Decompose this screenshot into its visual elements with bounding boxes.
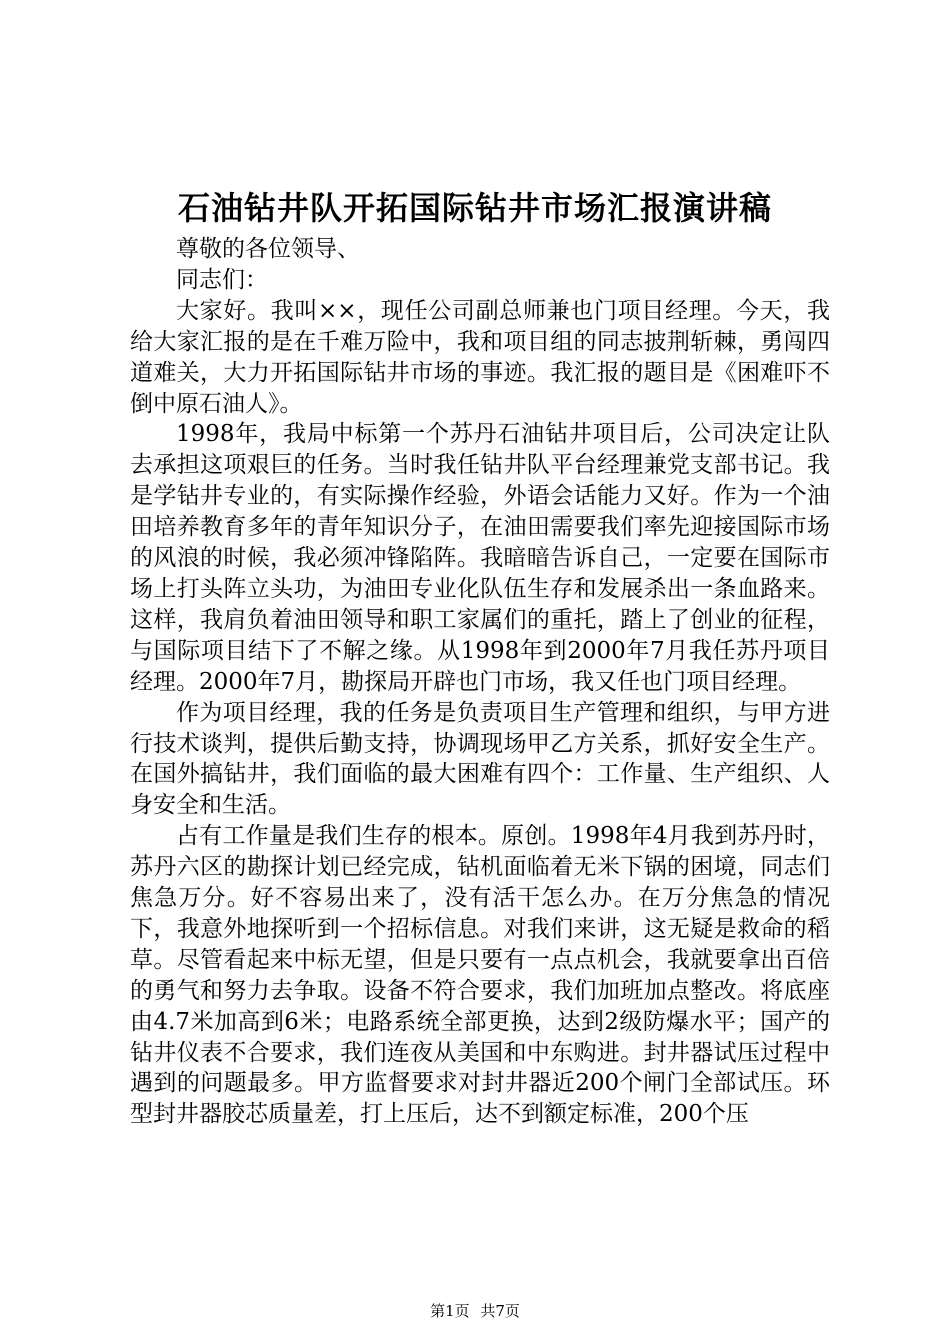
paragraph-project-manager: 作为项目经理，我的任务是负责项目生产管理和组织，与甲方进行技术谈判，提供后勤支持，协调现场甲乙方关系，抓好安全生产。在国外搞钻井，我们面临的最大困难有四个：工作量、生产组织、人身安全和生活。 [130,699,830,819]
paragraph-1998: 1998年，我局中标第一个苏丹石油钻井项目后，公司决定让队去承担这项艰巨的任务。当时我任钻井队平台经理兼党支部书记。我是学钻井专业的，有实际操作经验，外语会话能力又好。作为一个油田培养教育多年的青年知识分子，在油田需要我们率先迎接国际市场的风浪的时候，我必须冲锋陷阵。我暗暗告诉自己，一定要在国际市场上打头阵立头功，为油田专业化队伍生存和发展杀出一条血路来。这样，我肩负着油田领导和职工家属们的重托，踏上了创业的征程，与国际项目结下了不解之缘。从1998年到2000年7月我任苏丹项目经理。2000年7月，勘探局开辟也门市场，我又任也门项目经理。 [130,421,830,695]
salutation-line-1: 尊敬的各位领导、 [176,236,360,262]
document-title: 石油钻井队开拓国际钻井市场汇报演讲稿 [177,189,772,227]
paragraph-intro: 大家好。我叫××，现任公司副总师兼也门项目经理。今天，我给大家汇报的是在千难万险中，我和项目组的同志披荆斩棘，勇闯四道难关，大力开拓国际钻井市场的事迹。我汇报的题目是《困难吓不倒中原石油人》。 [130,297,830,417]
paragraph-workload: 占有工作量是我们生存的根本。原创。1998年4月我到苏丹时，苏丹六区的勘探计划已经完成，钻机面临着无米下锅的困境，同志们焦急万分。好不容易出来了，没有活干怎么办。在万分焦急的情况下，我意外地探听到一个招标信息。对我们来讲，这无疑是救命的稻草。尽管看起来中标无望，但是只要有一点点机会，我就要拿出百倍的勇气和努力去争取。设备不符合要求，我们加班加点整改。将底座由4.7米加高到6米；电路系统全部更换，达到2级防爆水平；国产的钻井仪表不合要求，我们连夜从美国和中东购进。封井器试压过程中遇到的问题最多。甲方监督要求对封井器近200个闸门全部试压。环型封井器胶芯质量差，打上压后，达不到额定标准，200个压 [130,823,830,1128]
page-number: 第1页 [430,1302,470,1320]
page-total: 共7页 [480,1302,520,1320]
salutation-line-2: 同志们： [176,266,268,293]
document-body [130,234,830,1130]
page-footer [0,1300,950,1322]
